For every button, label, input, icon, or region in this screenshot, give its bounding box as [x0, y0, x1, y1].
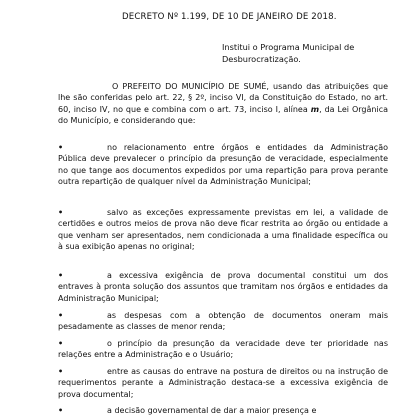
- considerando-item: [58, 142, 388, 188]
- considerando-item: [58, 207, 388, 253]
- considerando-text: a decisão governamental de dar a maior presença e: [107, 406, 317, 415]
- considerando-text: a excessiva exigência de prova documental constitui um dos entraves à pronta solução dos assuntos que tramitam nos órgãos e entidades da Administração Municipal;: [58, 271, 388, 303]
- preamble-alinea: m: [310, 104, 320, 114]
- decree-summary: Institui o Programa Municipal de Desburocratização.: [222, 42, 355, 64]
- bullet-icon: •: [58, 311, 64, 320]
- preamble-text-end: , da Lei Orgânica do Município, e considerando que:: [58, 104, 389, 126]
- considerando-text: o princípio da presunção da veracidade deve ter prioridade nas relações entre a Administração e o Usuário;: [58, 339, 388, 360]
- considerando-text: as despesas com a obtenção de documentos oneram mais pesadamente as classes de menor renda;: [58, 311, 388, 332]
- considerando-text: entre as causas do entrave na postura de direitos ou na instrução de requerimentos perante a Administração destaca-se a excessiva exigência de prova documental;: [58, 367, 388, 399]
- considerando-item: [58, 310, 388, 333]
- considerando-item: [58, 405, 388, 416]
- bullet-icon: •: [58, 406, 64, 415]
- bullet-icon: •: [58, 271, 64, 280]
- preamble-paragraph: [58, 81, 388, 127]
- bullet-icon: •: [58, 367, 64, 376]
- considerando-text: no relacionamento entre órgãos e entidades da Administração Pública deve prevalecer o princípio da presunção de veracidade, especialmente no que tange aos documentos expedidos por uma repartição para prova perante outra repartição de qualquer nível da Administração Municipal;: [58, 143, 388, 187]
- considerando-item: [58, 338, 388, 361]
- decree-title: DECRETO Nº 1.199, DE 10 DE JANEIRO DE 2018.: [122, 12, 337, 22]
- preamble-text-start: O PREFEITO DO MUNICÍPIO DE SUMÉ, usando das atribuições que lhe são conferidas pelo art. 22, § 2º, inciso VI, da Constituição do Estado, no art. 60, inciso IV, no que e combina com o art. 73, inciso I, alínea: [58, 82, 388, 114]
- considerando-item: [58, 270, 388, 304]
- considerando-item: [58, 366, 388, 400]
- bullet-icon: •: [58, 143, 64, 152]
- bullet-icon: •: [58, 339, 64, 348]
- considerando-text: salvo as exceções expressamente previstas em lei, a validade de certidões e outros meios de prova não deve ficar restrita ao órgão ou entidade a que venham ser apresentados, nem condicionada a uma finalidade específica ou à sua exibição apenas no original;: [58, 208, 388, 252]
- bullet-icon: •: [58, 208, 64, 217]
